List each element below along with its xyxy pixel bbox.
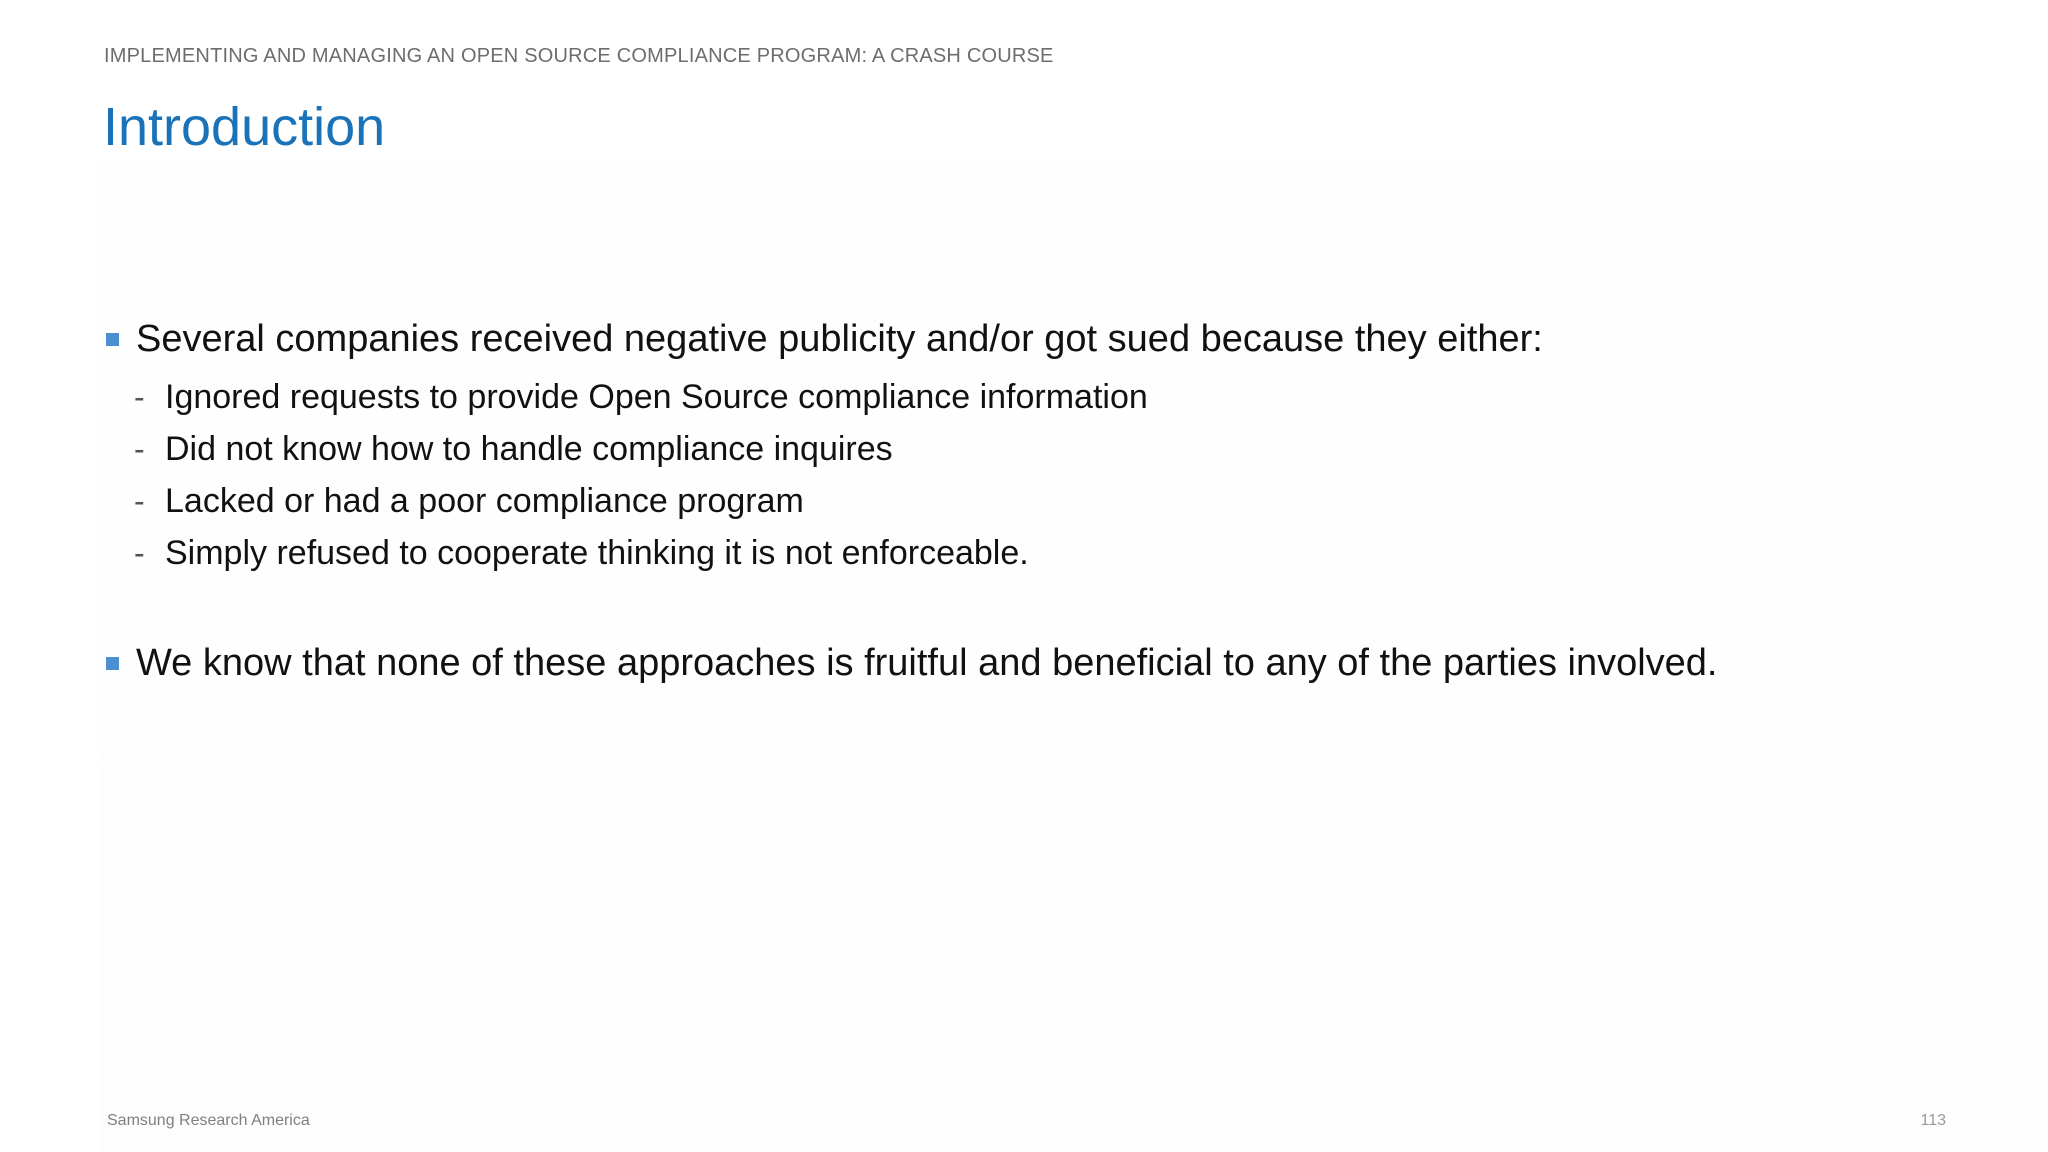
header-caption: IMPLEMENTING AND MANAGING AN OPEN SOURCE COMPLIANCE PROGRAM: A CRASH COURSE bbox=[104, 45, 1054, 67]
sub-list-item bbox=[134, 423, 1543, 475]
sub-list-item bbox=[134, 371, 1543, 423]
footer-organization: Samsung Research America bbox=[107, 1112, 310, 1129]
sub-item-text: Lacked or had a poor compliance program bbox=[165, 481, 804, 520]
page-number: 113 bbox=[1920, 1112, 1946, 1129]
sub-item-text: Simply refused to cooperate thinking it is not enforceable. bbox=[165, 533, 1029, 572]
bullet-row bbox=[106, 642, 1718, 685]
sub-item-text: Did not know how to handle compliance inquires bbox=[165, 429, 893, 468]
sub-list-item bbox=[134, 527, 1543, 579]
sub-item-text: Ignored requests to provide Open Source compliance information bbox=[165, 377, 1148, 416]
square-bullet-icon bbox=[106, 333, 119, 346]
bullet-item-2 bbox=[106, 642, 1718, 685]
bullet-text: We know that none of these approaches is fruitful and beneficial to any of the parties involved. bbox=[136, 642, 1718, 684]
sub-list-item bbox=[134, 475, 1543, 527]
square-bullet-icon bbox=[106, 657, 119, 670]
bullet-row bbox=[106, 318, 1543, 361]
dash-marker: - bbox=[134, 378, 145, 415]
bullet-item-1 bbox=[106, 318, 1543, 579]
dash-marker: - bbox=[134, 482, 145, 519]
sub-list bbox=[134, 371, 1543, 579]
dash-marker: - bbox=[134, 534, 145, 571]
dash-marker: - bbox=[134, 430, 145, 467]
slide-title: Introduction bbox=[103, 97, 386, 157]
bullet-text: Several companies received negative publicity and/or got sued because they either: bbox=[136, 318, 1543, 360]
